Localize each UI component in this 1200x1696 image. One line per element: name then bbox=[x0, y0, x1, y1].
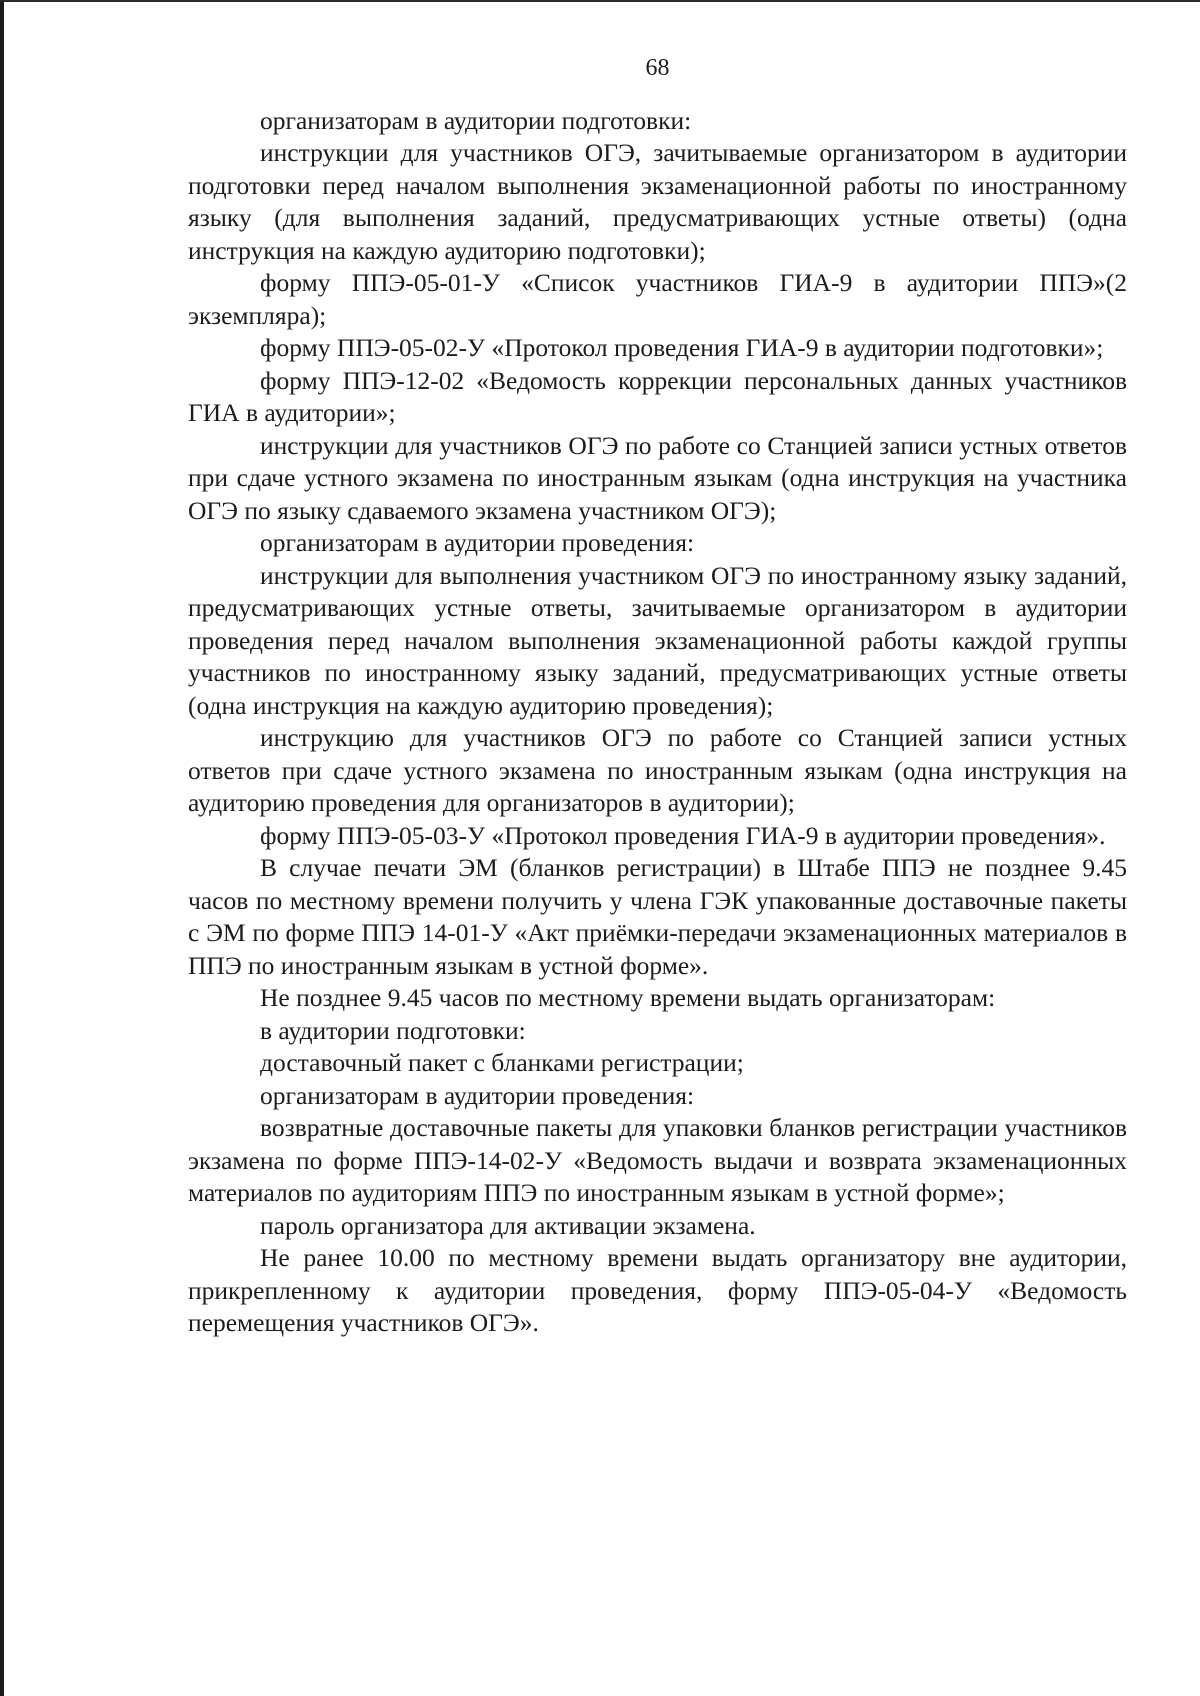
document-page bbox=[188, 52, 1127, 1340]
paragraph: организаторам в аудитории подготовки: bbox=[260, 105, 692, 135]
paragraph: возвратные доставочные пакеты для упаковки бланков регистрации участников экзамена по форме ППЭ-14-02-У «Ведомость выдачи и возврата экзаменационных материалов по аудиториям ППЭ по иностранным языкам в устной форме»; bbox=[188, 1113, 1127, 1207]
paragraph: пароль организатора для активации экзамена. bbox=[260, 1210, 756, 1240]
paragraph: инструкции для участников ОГЭ по работе со Станцией записи устных ответов при сдаче устного экзамена по иностранным языкам (одна инструкция на участника ОГЭ по языку сдаваемого экзамена участником ОГЭ); bbox=[188, 430, 1127, 525]
paragraph: Не позднее 9.45 часов по местному времени выдать организаторам: bbox=[260, 983, 996, 1012]
scan-left-edge bbox=[0, 0, 4, 1696]
paragraph: форму ППЭ-12-02 «Ведомость коррекции персональных данных участников ГИА в аудитории»; bbox=[188, 365, 1127, 427]
paragraph: инструкции для участников ОГЭ, зачитываемые организатором в аудитории подготовки перед началом выполнения экзаменационной работы по иностранному языку (для выполнения заданий, предусматривающих устные ответы) (одна инструкция на каждую аудиторию подготовки); bbox=[188, 138, 1127, 265]
paragraph: доставочный пакет с бланками регистрации; bbox=[260, 1048, 744, 1077]
paragraph: инструкции для выполнения участником ОГЭ по иностранному языку заданий, предусматривающих устные ответы, зачитываемые организатором в аудитории проведения перед началом выполнения экзаменационной работы каждой группы участников по иностранному языку заданий, предусматривающих устные ответы (одна инструкция на каждую аудиторию проведения); bbox=[188, 560, 1127, 720]
paragraph: В случае печати ЭМ (бланков регистрации) в Штабе ППЭ не позднее 9.45 часов по местному времени получить у члена ГЭК упакованные доставочные пакеты с ЭМ по форме ППЭ 14-01-У «Акт приёмки-передачи экзаменационных материалов в ППЭ по иностранным языкам в устной форме». bbox=[188, 853, 1127, 980]
paragraph: в аудитории подготовки: bbox=[260, 1015, 526, 1045]
paragraph: форму ППЭ-05-02-У «Протокол проведения ГИА-9 в аудитории подготовки»; bbox=[260, 333, 1104, 362]
scan-top-edge bbox=[0, 0, 1200, 2]
page-number: 68 bbox=[645, 55, 670, 81]
paragraph: Не ранее 10.00 по местному времени выдать организатору вне аудитории, прикрепленному к аудитории проведения, форму ППЭ-05-04-У «Ведомость перемещения участников ОГЭ». bbox=[188, 1243, 1127, 1337]
paragraph: организаторам в аудитории проведения: bbox=[260, 528, 695, 557]
paragraph: форму ППЭ-05-03-У «Протокол проведения ГИА-9 в аудитории проведения». bbox=[260, 820, 1106, 850]
paragraph: инструкцию для участников ОГЭ по работе со Станцией записи устных ответов при сдаче устного экзамена по иностранным языкам (одна инструкция на аудиторию проведения для организаторов в аудитории); bbox=[188, 723, 1127, 817]
paragraph: организаторам в аудитории проведения: bbox=[260, 1080, 695, 1110]
paragraph: форму ППЭ-05-01-У «Список участников ГИА-9 в аудитории ППЭ»(2 экземпляра); bbox=[188, 268, 1127, 330]
